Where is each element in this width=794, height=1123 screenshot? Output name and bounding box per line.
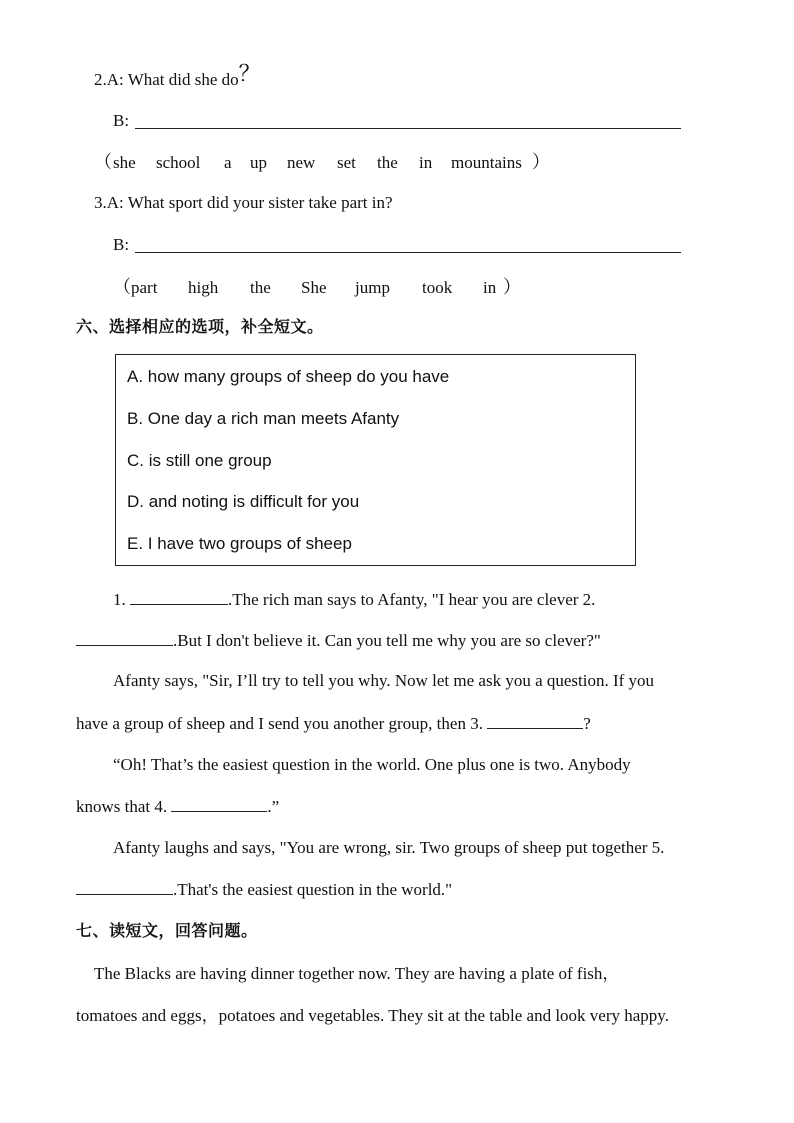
- passage-line: [76, 712, 591, 735]
- passage-text: knows that 4.: [76, 797, 168, 816]
- passage-text: .But I don't believe it. Can you tell me why you are so clever?": [173, 631, 601, 650]
- word: a: [224, 153, 232, 172]
- word: school: [156, 153, 201, 172]
- passage-text: .That's the easiest question in the world.": [173, 880, 453, 899]
- option-a: A. how many groups of sheep do you have: [127, 367, 450, 386]
- reading-line: tomatoes and eggs，potatoes and vegetables. They sit at the table and look very happy.: [76, 1006, 669, 1025]
- blank-4[interactable]: [171, 795, 267, 812]
- word: set: [337, 153, 356, 172]
- options-box: [115, 354, 636, 566]
- word: mountains: [451, 153, 522, 172]
- section-7-heading: 七、读短文，回答问题。: [76, 921, 258, 940]
- passage-line: [113, 588, 595, 611]
- question-3-answer-blank[interactable]: [135, 252, 681, 253]
- open-paren: （: [94, 152, 112, 173]
- word: the: [250, 278, 271, 297]
- option-b: B. One day a rich man meets Afanty: [127, 409, 400, 428]
- word: the: [377, 153, 398, 172]
- section-6-heading: 六、选择相应的选项，补全短文。: [76, 317, 324, 336]
- question-mark: ？: [238, 62, 261, 87]
- answer-label: B:: [113, 235, 130, 254]
- question-3-text: 3.A: What sport did your sister take part in?: [94, 193, 393, 212]
- close-paren: ）: [532, 152, 550, 173]
- passage-line: [76, 629, 601, 652]
- question-3-word-bank: [113, 277, 533, 301]
- question-2-prompt: [94, 62, 261, 91]
- passage-line: Afanty laughs and says, "You are wrong, sir. Two groups of sheep put together 5.: [113, 838, 665, 857]
- option-d: D. and noting is difficult for you: [127, 492, 360, 511]
- word: part: [131, 278, 158, 297]
- word: in: [419, 153, 433, 172]
- passage-line: “Oh! That’s the easiest question in the world. One plus one is two. Anybody: [113, 755, 631, 774]
- question-2-answer-row: [113, 110, 129, 132]
- word: in: [483, 278, 497, 297]
- blank-2[interactable]: [76, 629, 173, 646]
- word: she: [113, 153, 136, 172]
- passage-line: [76, 795, 279, 818]
- option-c: C. is still one group: [127, 451, 272, 470]
- question-2-word-bank: [94, 152, 554, 176]
- option-e: E. I have two groups of sheep: [127, 534, 352, 553]
- question-3-answer-row: [113, 234, 129, 256]
- word: new: [287, 153, 316, 172]
- answer-label: B:: [113, 111, 130, 130]
- blank-1[interactable]: [130, 588, 228, 605]
- passage-line: [76, 878, 452, 901]
- passage-text: .The rich man says to Afanty, "I hear you are clever 2.: [228, 590, 596, 609]
- blank-1-number: 1.: [113, 590, 126, 609]
- close-paren: ）: [503, 277, 521, 298]
- word: high: [188, 278, 219, 297]
- passage-text: have a group of sheep and I send you another group, then 3.: [76, 714, 483, 733]
- passage-text: ?: [583, 714, 591, 733]
- passage-line: Afanty says, "Sir, I’ll try to tell you why. Now let me ask you a question. If you: [113, 671, 655, 690]
- word: jump: [355, 278, 390, 297]
- reading-line: The Blacks are having dinner together now. They are having a plate of fish，: [94, 964, 620, 983]
- blank-5[interactable]: [76, 878, 173, 895]
- open-paren: （: [113, 277, 131, 298]
- word: She: [301, 278, 327, 297]
- word: up: [250, 153, 267, 172]
- question-2-text: 2.A: What did she do: [94, 70, 239, 89]
- word: took: [422, 278, 453, 297]
- question-2-answer-blank[interactable]: [135, 128, 681, 129]
- passage-text: .”: [267, 797, 280, 816]
- blank-3[interactable]: [487, 712, 583, 729]
